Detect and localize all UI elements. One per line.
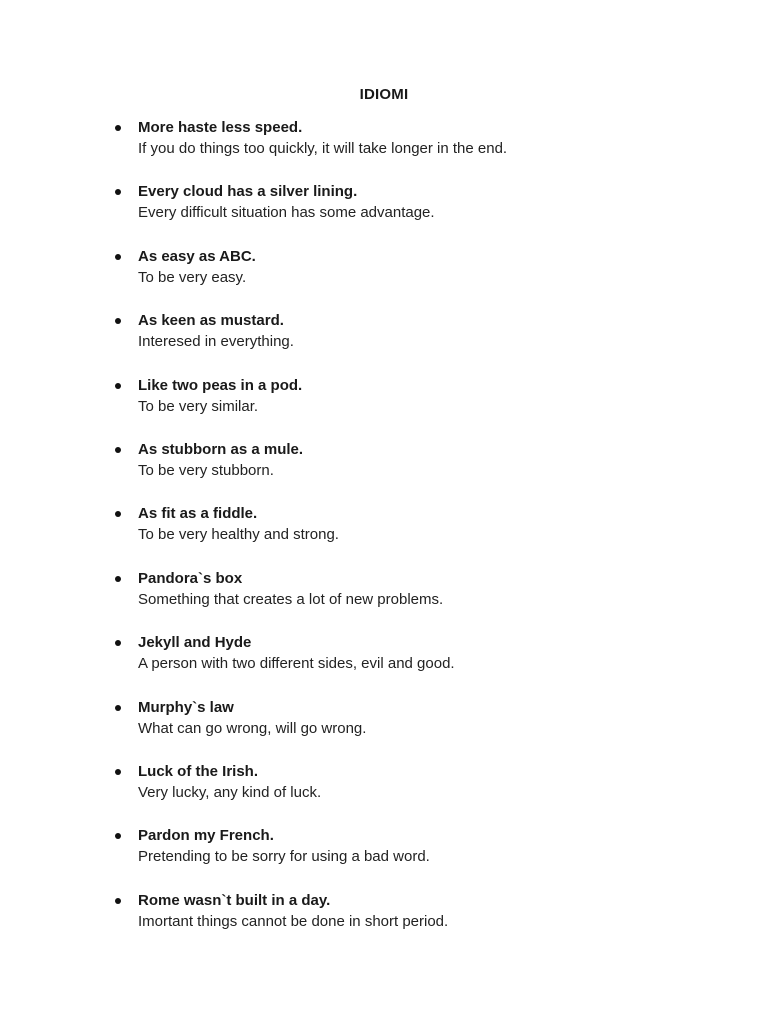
idiom-meaning: Very lucky, any kind of luck. bbox=[138, 783, 322, 801]
idiom-meaning: To be very healthy and strong. bbox=[138, 526, 339, 544]
list-item bbox=[0, 246, 768, 310]
bullet-icon bbox=[115, 383, 121, 389]
list-item bbox=[0, 439, 768, 503]
list-item bbox=[0, 825, 768, 889]
idiom-phrase: As fit as a fiddle. bbox=[138, 505, 258, 523]
idiom-meaning: Something that creates a lot of new problems. bbox=[138, 590, 444, 608]
list-item bbox=[0, 890, 768, 954]
idiom-phrase: Like two peas in a pod. bbox=[138, 376, 303, 394]
idiom-phrase: Rome wasn`t built in a day. bbox=[138, 891, 331, 909]
idiom-phrase: As keen as mustard. bbox=[138, 312, 284, 330]
idiom-meaning: If you do things too quickly, it will take longer in the end. bbox=[138, 140, 508, 157]
idiom-phrase: As stubborn as a mule. bbox=[138, 440, 304, 458]
bullet-icon bbox=[115, 318, 121, 324]
document-title: IDIOMI bbox=[359, 86, 409, 103]
idiom-phrase: Pandora`s box bbox=[138, 569, 243, 587]
idiom-meaning: A person with two different sides, evil and good. bbox=[138, 655, 455, 673]
bullet-icon bbox=[115, 511, 121, 517]
bullet-icon bbox=[115, 640, 121, 646]
bullet-icon bbox=[115, 833, 121, 839]
idiom-phrase: Luck of the Irish. bbox=[138, 762, 259, 780]
idiom-phrase: Every cloud has a silver lining. bbox=[138, 183, 358, 201]
bullet-icon bbox=[115, 576, 121, 582]
list-item bbox=[0, 181, 768, 245]
idiom-list bbox=[0, 117, 768, 954]
bullet-icon bbox=[115, 898, 121, 904]
list-item bbox=[0, 697, 768, 761]
list-item bbox=[0, 761, 768, 825]
idiom-phrase: Murphy`s law bbox=[138, 698, 234, 716]
bullet-icon bbox=[115, 125, 121, 131]
idiom-phrase: Jekyll and Hyde bbox=[138, 634, 252, 652]
bullet-icon bbox=[115, 769, 121, 775]
idiom-meaning: To be very similar. bbox=[138, 397, 259, 415]
idiom-meaning: Interesed in everything. bbox=[138, 333, 294, 351]
idiom-phrase: Pardon my French. bbox=[138, 827, 274, 845]
idiom-phrase: More haste less speed. bbox=[138, 119, 303, 136]
list-item bbox=[0, 310, 768, 374]
list-item bbox=[0, 117, 768, 181]
list-item bbox=[0, 375, 768, 439]
bullet-icon bbox=[115, 447, 121, 453]
idiom-meaning: To be very easy. bbox=[138, 268, 247, 286]
bullet-icon bbox=[115, 254, 121, 260]
idiom-meaning: To be very stubborn. bbox=[138, 461, 274, 479]
list-item bbox=[0, 568, 768, 632]
idiom-meaning: Every difficult situation has some advantage. bbox=[138, 204, 435, 222]
idiom-meaning: Imortant things cannot be done in short period. bbox=[138, 912, 449, 930]
idiom-meaning: Pretending to be sorry for using a bad word. bbox=[138, 848, 430, 866]
bullet-icon bbox=[115, 189, 121, 195]
bullet-icon bbox=[115, 705, 121, 711]
idiom-meaning: What can go wrong, will go wrong. bbox=[138, 719, 367, 737]
idiom-phrase: As easy as ABC. bbox=[138, 247, 256, 265]
list-item bbox=[0, 503, 768, 567]
list-item bbox=[0, 632, 768, 696]
